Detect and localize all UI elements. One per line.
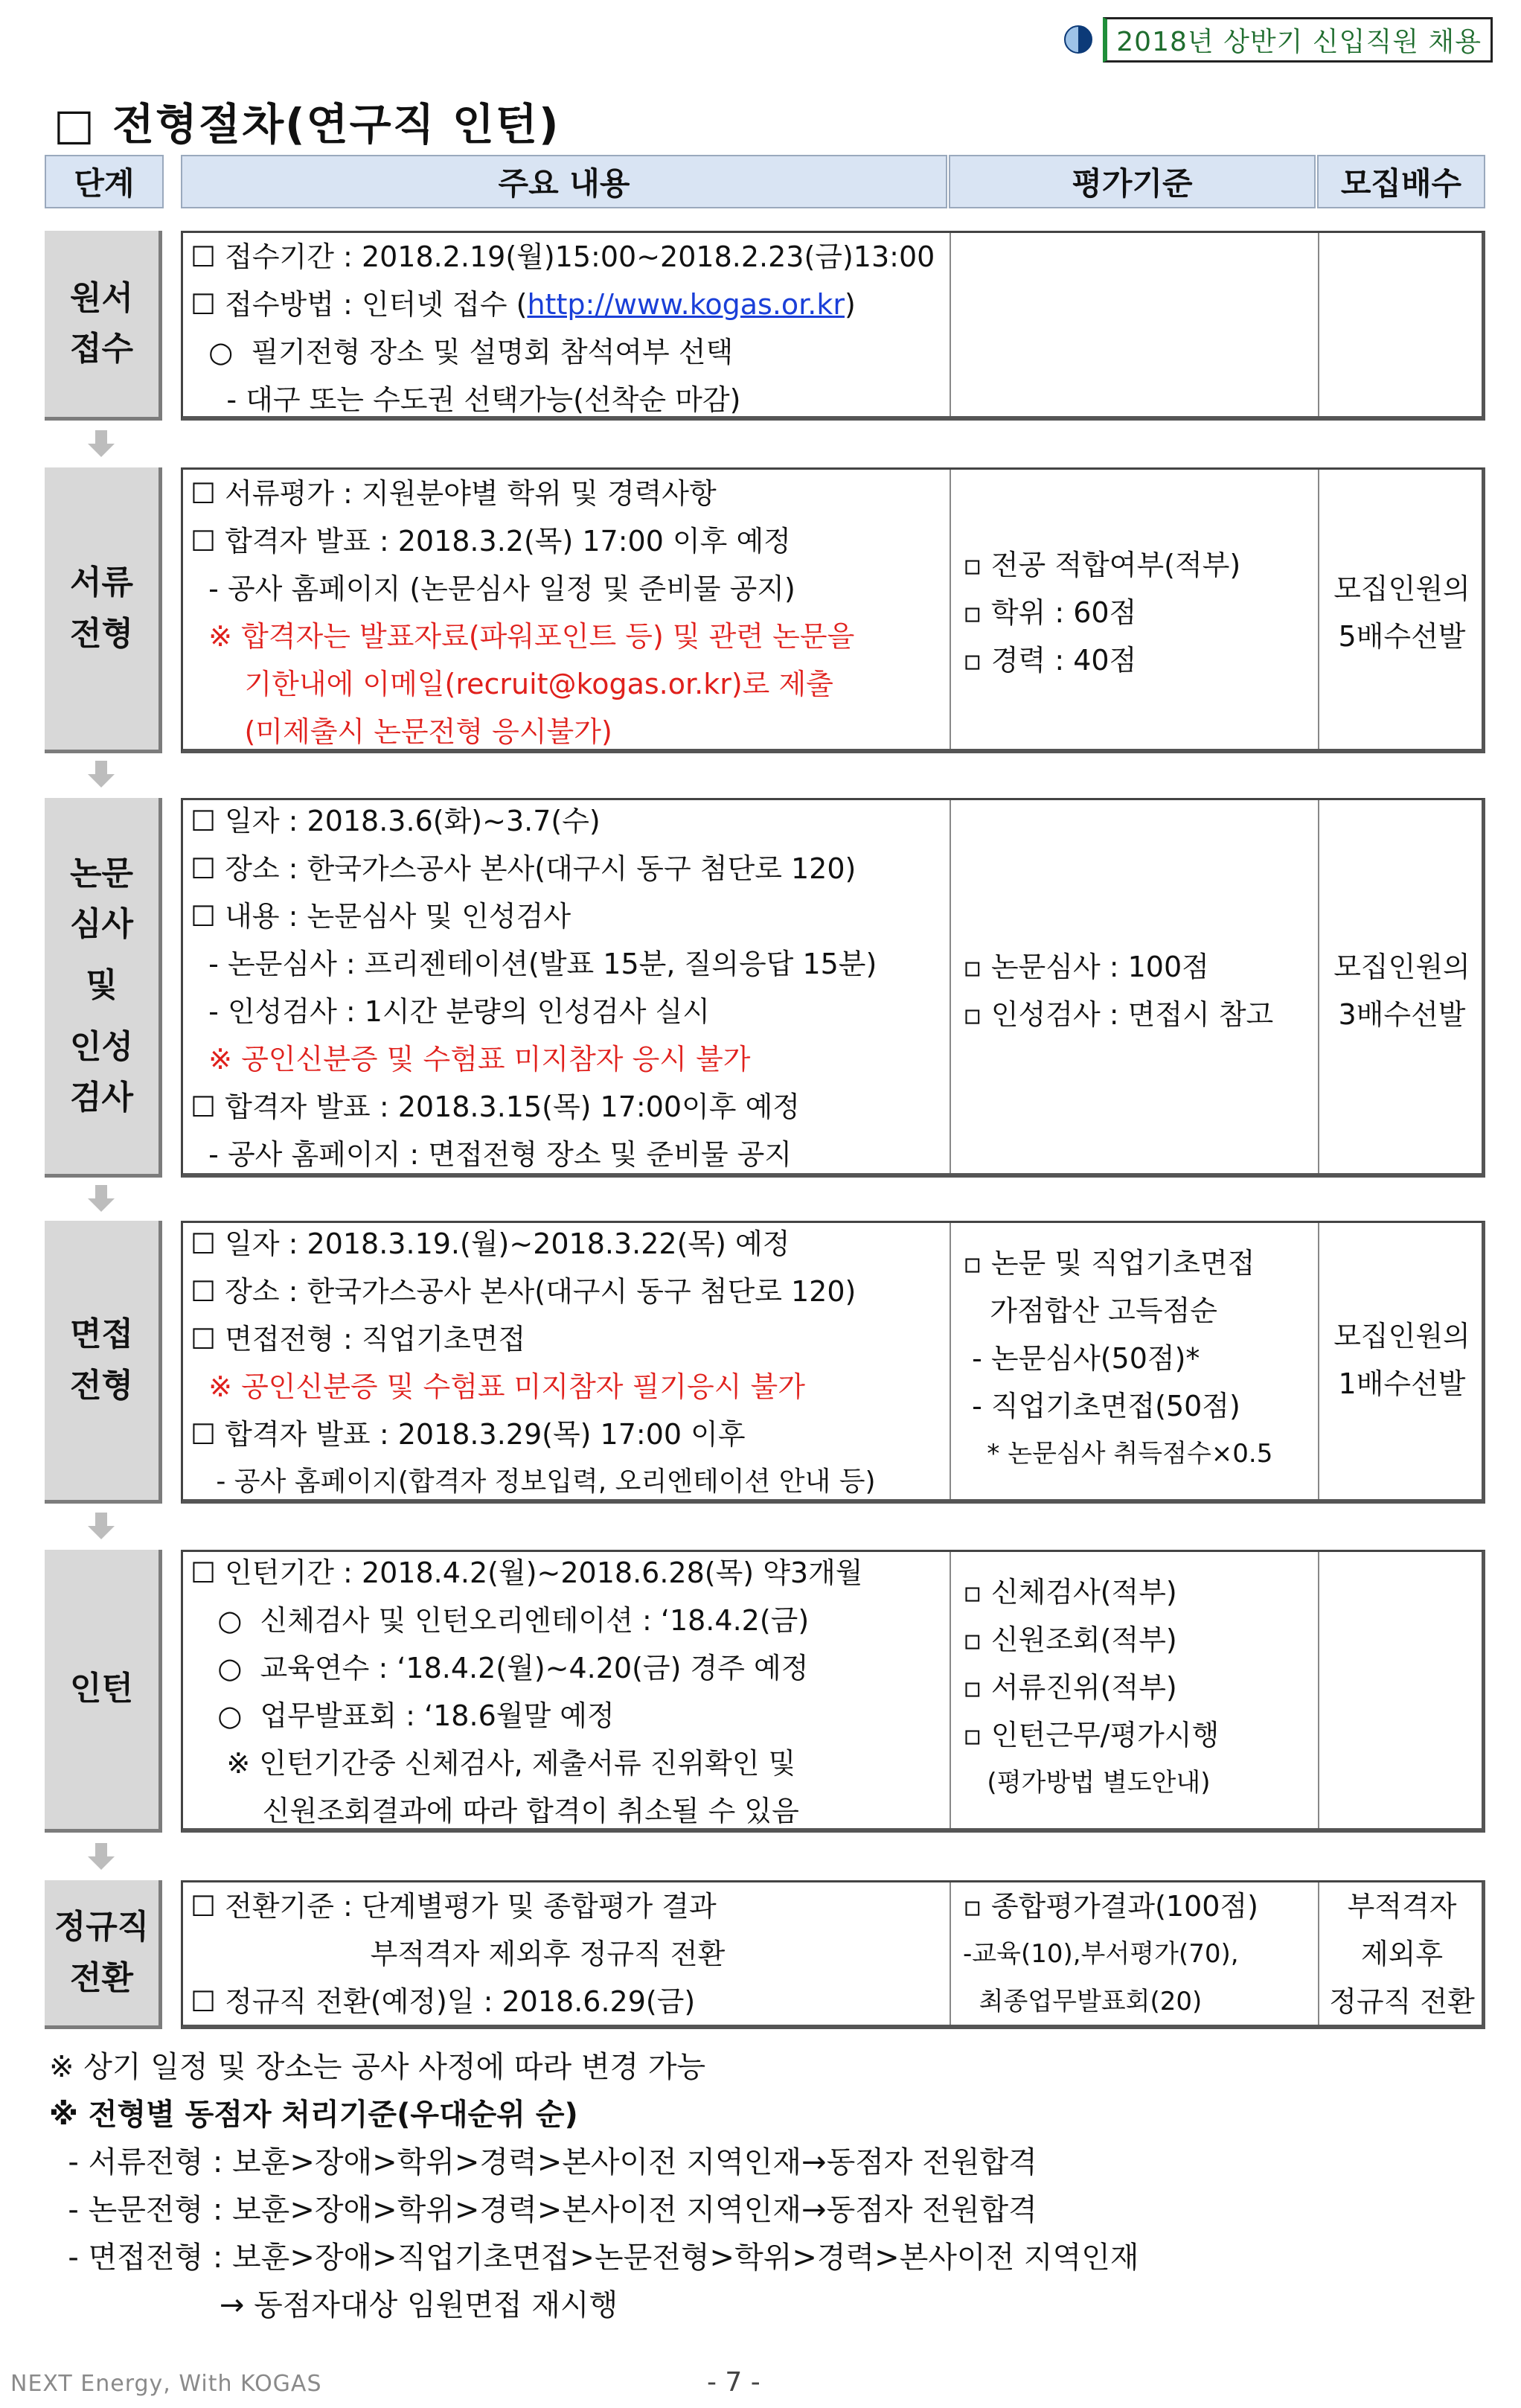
row-thesis-review xyxy=(181,798,1485,1178)
note-line: ※ 전형별 동점자 처리기준(우대순위 순) xyxy=(49,2098,578,2132)
conversion-criteria: ▫ 종합평가결과(100점) -교육(10),부서평가(70), 최종업무발표회(20) xyxy=(963,1890,1258,2016)
kogas-link[interactable]: http://www.kogas.or.kr xyxy=(527,288,845,321)
note-line: → 동점자대상 임원면접 재시행 xyxy=(49,2288,618,2322)
stage-conversion: 정규직 전환 xyxy=(45,1880,162,2029)
application-content: ☐ 접수기간 : 2018.2.19(월)15:00∼2018.2.23(금)13:00 ☐ 접수방법 : 인터넷 접수 (http://www.kogas.or.kr) ○ 필기전형 장소 및 설명회 참석여부 선택 - 대구 또는 수도권 선택가능(선착순 마감) xyxy=(190,240,935,416)
stage-intern: 인턴 xyxy=(45,1550,162,1833)
down-arrow-icon xyxy=(88,761,115,791)
stage-application: 원서 접수 xyxy=(45,231,162,421)
footer-slogan: NEXT Energy, With KOGAS xyxy=(10,2371,322,2397)
row-conversion xyxy=(181,1880,1485,2029)
intern-content: ☐ 인턴기간 : 2018.4.2(월)∼2018.6.28(목) 약3개월 ○ 신체검사 및 인턴오리엔테이션 : ‘18.4.2(금) ○ 교육연수 : ‘18.4.2(월)~4.20(금) 경주 예정 ○ 업무발표회 : ‘18.6월말 예정 ※ 인턴기간중 신체검사, 제출서류 진위확인 및 신원조회결과에 따라 합격이 취소될 수 있음 xyxy=(190,1556,863,1827)
column-header-criteria: 평가기준 xyxy=(949,155,1316,208)
row-intern xyxy=(181,1550,1485,1833)
document-ratio: 모집인원의 5배수선발 xyxy=(1333,572,1470,653)
note-line: - 서류전형 : 보훈>장애>학위>경력>본사이전 지역인재→동점자 전원합격 xyxy=(49,2145,1037,2179)
thesis-ratio: 모집인원의 3배수선발 xyxy=(1333,951,1470,1031)
conversion-ratio: 부적격자 제외후 정규직 전환 xyxy=(1329,1890,1475,2018)
conversion-content: ☐ 전환기준 : 단계별평가 및 종합평가 결과 부적격자 제외후 정규직 전환 ☐ 정규직 전환(예정)일 : 2018.6.29(금) xyxy=(190,1890,726,2018)
down-arrow-icon xyxy=(88,1185,115,1215)
row-document xyxy=(181,467,1485,753)
column-header-stage: 단계 xyxy=(45,155,164,208)
column-header-content: 주요 내용 xyxy=(181,155,947,208)
note-line: ※ 상기 일정 및 장소는 공사 사정에 따라 변경 가능 xyxy=(49,2050,706,2084)
notes xyxy=(49,2043,1139,2329)
down-arrow-icon xyxy=(88,1513,115,1542)
row-application xyxy=(181,231,1485,421)
interview-criteria: ▫ 논문 및 직업기초면접 가점합산 고득점순 - 논문심사(50점)* - 직업기초면접(50점) * 논문심사 취득점수×0.5 xyxy=(963,1247,1273,1469)
down-arrow-icon xyxy=(88,1843,115,1873)
row-interview xyxy=(181,1221,1485,1504)
stage-thesis-review: 논문 심사 및 인성 검사 xyxy=(45,798,162,1178)
document-content: ☐ 서류평가 : 지원분야별 학위 및 경력사항 ☐ 합격자 발표 : 2018.3.2(목) 17:00 이후 예정 - 공사 홈페이지 (논문심사 일정 및 준비물 공지) ※ 합격자는 발표자료(파워포인트 등) 및 관련 논문을 기한내에 이메일(recruit@kogas.or.kr)로 제출 (미제출시 논문전형 응시불가) xyxy=(190,477,855,748)
document-criteria: ▫ 전공 적합여부(적부) ▫ 학위 : 60점 ▫ 경력 : 40점 xyxy=(963,549,1241,677)
page-title: □ 전형절차(연구직 인턴) xyxy=(54,99,560,150)
intern-criteria: ▫ 신체검사(적부) ▫ 신원조회(적부) ▫ 서류진위(적부) ▫ 인턴근무/평가시행 (평가방법 별도안내) xyxy=(963,1576,1220,1798)
note-line: - 면접전형 : 보훈>장애>직업기초면접>논문전형>학위>경력>본사이전 지역인재 xyxy=(49,2241,1139,2275)
stage-document: 서류 전형 xyxy=(45,467,162,753)
interview-ratio: 모집인원의 1배수선발 xyxy=(1333,1320,1470,1400)
interview-content: ☐ 일자 : 2018.3.19.(월)∼2018.3.22(목) 예정 ☐ 장소 : 한국가스공사 본사(대구시 동구 첨단로 120) ☐ 면접전형 : 직업기초면접 ※ 공인신분증 및 수험표 미지참자 필기응시 불가 ☐ 합격자 발표 : 2018.3.29(목) 17:00 이후 - 공사 홈페이지(합격자 정보입력, 오리엔테이션 안내 등) xyxy=(190,1227,876,1497)
column-header-ratio: 모집배수 xyxy=(1317,155,1485,208)
logo-circle-icon xyxy=(1064,25,1092,54)
header-badge xyxy=(1064,16,1493,63)
page-number: - 7 - xyxy=(707,2367,760,2398)
stage-interview: 면접 전형 xyxy=(45,1221,162,1504)
note-line: - 논문전형 : 보훈>장애>학위>경력>본사이전 지역인재→동점자 전원합격 xyxy=(49,2193,1037,2227)
header-badge-text: 2018년 상반기 신입직원 채용 xyxy=(1103,17,1493,63)
thesis-content: ☐ 일자 : 2018.3.6(화)~3.7(수) ☐ 장소 : 한국가스공사 본사(대구시 동구 첨단로 120) ☐ 내용 : 논문심사 및 인성검사 - 논문심사 : 프리젠테이션(발표 15분, 질의응답 15분) - 인성검사 : 1시간 분량의 인성검사 실시 ※ 공인신분증 및 수험표 미지참자 응시 불가 ☐ 합격자 발표 : 2018.3.15(목) 17:00이후 예정 - 공사 홈페이지 : 면접전형 장소 및 준비물 공지 xyxy=(190,805,877,1171)
down-arrow-icon xyxy=(88,430,115,460)
thesis-criteria: ▫ 논문심사 : 100점 ▫ 인성검사 : 면접시 참고 xyxy=(963,951,1274,1031)
